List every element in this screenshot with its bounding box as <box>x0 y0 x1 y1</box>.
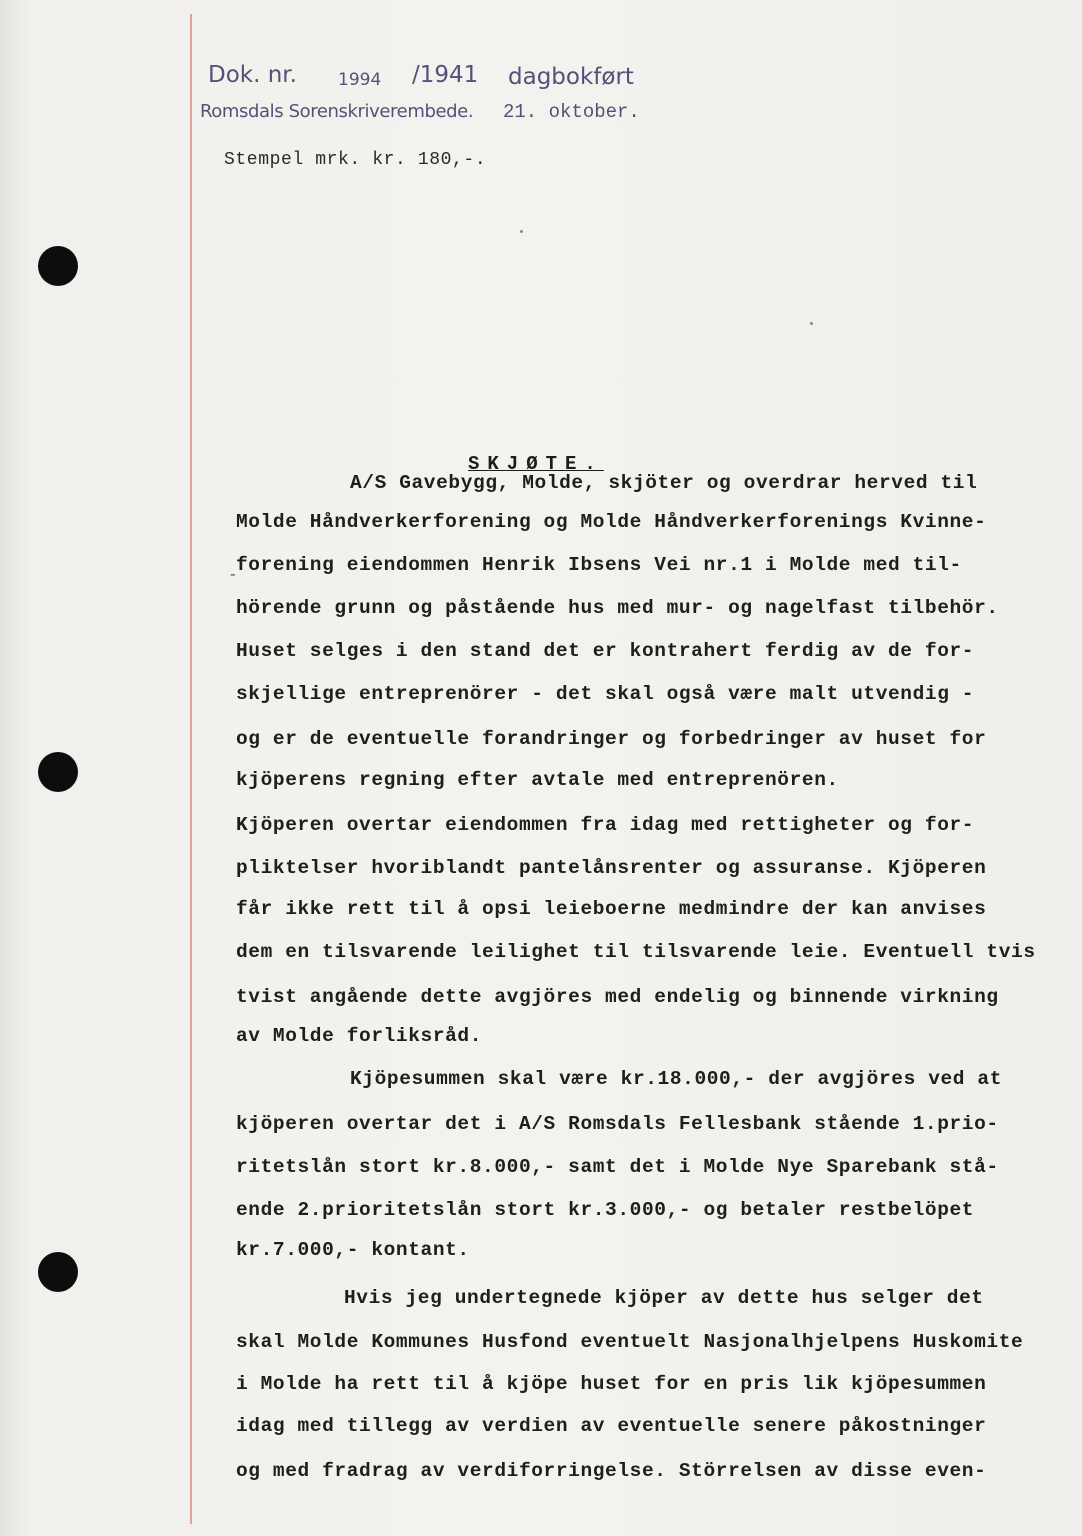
text-line: Huset selges i den stand det er kontrahert ferdig av de for- <box>236 640 975 662</box>
document-title: SKJØTE. <box>468 453 604 475</box>
text-line: Kjöperen overtar eiendommen fra idag med rettigheter og for- <box>236 814 975 836</box>
text-line: A/S Gavebygg, Molde, skjöter og overdrar herved til <box>350 472 978 494</box>
stamp-status: dagbokført <box>508 64 634 90</box>
text-line: hörende grunn og påstående hus med mur- og nagelfast tilbehör. <box>236 597 999 619</box>
punch-hole-middle <box>38 752 78 792</box>
text-line: ende 2.prioritetslån stort kr.3.000,- og betaler restbelöpet <box>236 1199 975 1221</box>
stamp-number: 1994 <box>338 70 382 90</box>
text-line: pliktelser hvoriblandt pantelånsrenter og assuranse. Kjöperen <box>236 857 987 879</box>
text-line: Kjöpesummen skal være kr.18.000,- der avgjöres ved at <box>350 1068 1003 1090</box>
text-line: Molde Håndverkerforening og Molde Håndverkerforenings Kvinne- <box>236 511 987 533</box>
text-line: skjellige entreprenörer - det skal også være malt utvendig - <box>236 683 975 705</box>
margin-mark: - <box>228 566 238 584</box>
text-line: og er de eventuelle forandringer og forbedringer av huset for <box>236 728 987 750</box>
stamp-year: /1941 <box>412 62 479 88</box>
text-line: kjöperens regning efter avtale med entreprenören. <box>236 769 839 791</box>
text-line: får ikke rett til å opsi leieboerne medmindre der kan anvises <box>236 898 987 920</box>
text-line: skal Molde Kommunes Husfond eventuelt Nasjonalhjelpens Huskomite <box>236 1331 1024 1353</box>
text-line: av Molde forliksråd. <box>236 1025 483 1047</box>
punch-hole-top <box>38 246 78 286</box>
text-line: kjöperen overtar det i A/S Romsdals Fellesbank stående 1.prio- <box>236 1113 999 1135</box>
paper-speck <box>810 322 813 325</box>
stamp-label: Dok. nr. <box>208 62 297 88</box>
text-line: og med fradrag av verdiforringelse. Störrelsen av disse even- <box>236 1460 987 1482</box>
margin-rule <box>190 14 192 1524</box>
stamp-office: Romsdals Sorenskriverembede. <box>200 101 474 122</box>
stamp-fee: Stempel mrk. kr. 180,-. <box>224 150 487 170</box>
text-line: forening eiendommen Henrik Ibsens Vei nr.1 i Molde med til- <box>236 554 962 576</box>
text-line: tvist angående dette avgjöres med endelig og binnende virkning <box>236 986 999 1008</box>
paper-speck <box>520 230 523 233</box>
text-line: dem en tilsvarende leilighet til tilsvarende leie. Eventuell tvis <box>236 941 1036 963</box>
text-line: i Molde ha rett til å kjöpe huset for en pris lik kjöpesummen <box>236 1373 987 1395</box>
text-line: idag med tillegg av verdien av eventuelle senere påkostninger <box>236 1415 987 1437</box>
punch-hole-bottom <box>38 1252 78 1292</box>
text-line: ritetslån stort kr.8.000,- samt det i Molde Nye Sparebank stå- <box>236 1156 999 1178</box>
text-line: kr.7.000,- kontant. <box>236 1239 470 1261</box>
text-line: Hvis jeg undertegnede kjöper av dette hus selger det <box>344 1287 984 1309</box>
stamp-date: 21. oktober. <box>503 101 640 123</box>
